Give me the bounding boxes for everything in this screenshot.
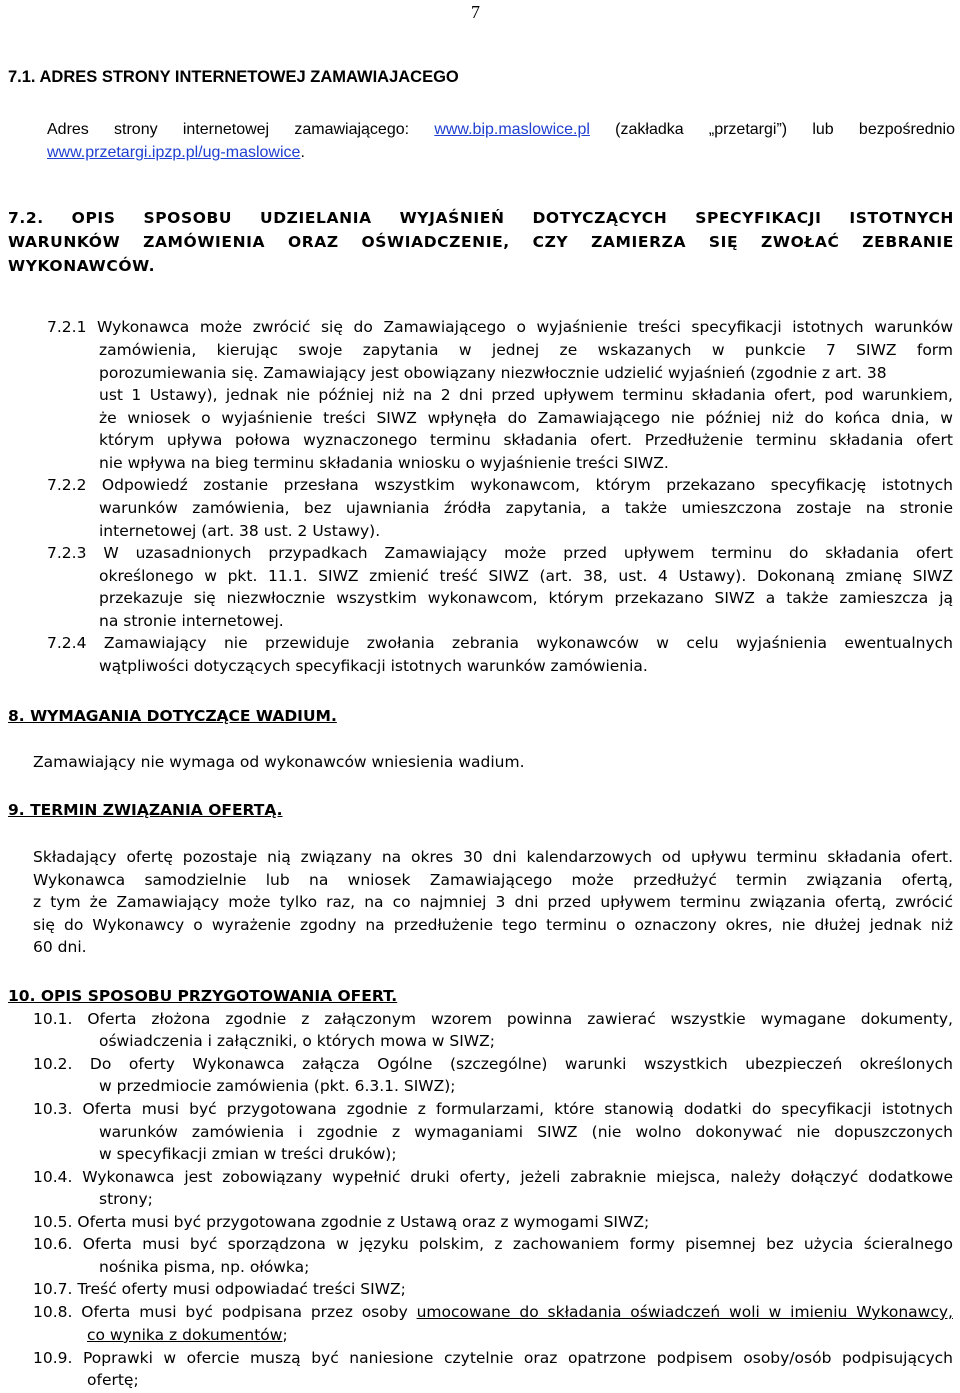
termin-line: 60 dni. [33,938,87,956]
wadium-text: Zamawiający nie wymaga od wykonawców wniesienia wadium. [33,753,525,771]
item-10-3-cont: warunków zamówienia i zgodnie z wymaganiami SIWZ (nie wolno dokonywać nie dopuszczonych [99,1123,953,1141]
item-10-2: 10.2. Do oferty Wykonawca załącza Ogólne (szczególne) warunki wszystkich ubezpieczeń określonych [33,1055,953,1073]
heading-7-1: 7.1. ADRES STRONY INTERNETOWEJ ZAMAWIAJACEGO [8,68,459,86]
bip-link[interactable]: www.bip.maslowice.pl [434,121,590,138]
termin-line: Składający ofertę pozostaje nią związany na okres 30 dni kalendarzowych od upływu terminu składania ofert. [33,848,953,866]
heading-10: 10. OPIS SPOSOBU PRZYGOTOWANIA OFERT. [8,987,398,1005]
p723-line: na stronie internetowej. [99,612,284,630]
item-10-5: 10.5. Oferta musi być przygotowana zgodnie z Ustawą oraz z wymogami SIWZ; [33,1213,650,1231]
p723-line: 7.2.3 W uzasadnionych przypadkach Zamawiający może przed upływem terminu do składania ofert [47,544,953,562]
address-line-1 [47,121,955,139]
p723-line: określonego w pkt. 11.1. SIWZ zmienić treść SIWZ (art. 38, ust. 4 Ustawy). Dokonaną zmianę SIWZ [99,567,953,585]
p721-line: zamówienia, kierując swoje zapytania w jednej ze wskazanych w punkcie 7 SIWZ form [99,341,953,359]
p722-line: warunków zamówienia, bez ujawniania źródła zapytania, a także umieszczona zostaje na stronie [99,499,953,517]
p724-line: wątpliwości dotyczących specyfikacji istotnych warunków zamówienia. [99,657,648,675]
item-10-8-underlined: umocowane do składania oświadczeń woli w imieniu Wykonawcy, [416,1303,953,1321]
p721-line: którym upływa połowa wyznaczonego terminu składania ofert. Przedłużenie terminu składania ofert [99,431,953,449]
address-text-2: (zakładka „przetargi”) lub bezpośrednio [615,121,955,138]
page-number: 7 [471,2,480,22]
p722-line: 7.2.2 Odpowiedź zostanie przesłana wszystkim wykonawcom, którym przekazano specyfikację istotnych [47,476,953,494]
item-10-8-cont [87,1326,288,1344]
p721-line: porozumiewania się. Zamawiający jest obowiązany niezwłocznie udzielić wyjaśnień (zgodnie z art. 38 [99,364,887,382]
termin-line: z tym że Zamawiający może tylko raz, na co najmniej 3 dni przed upływem terminu związania ofertą, zwrócić [33,893,953,911]
item-10-6: 10.6. Oferta musi być sporządzona w języku polskim, z zachowaniem formy pisemnej bez użycia ścieralnego [33,1235,953,1253]
period: . [300,144,305,161]
semicolon: ; [282,1326,288,1344]
p724-line: 7.2.4 Zamawiający nie przewiduje zwołania zebrania wykonawców w celu wyjaśnienia ewentualnych [47,634,953,652]
p721-line: 7.2.1 Wykonawca może zwrócić się do Zamawiającego o wyjaśnienie treści specyfikacji istotnych warunków [47,318,953,336]
heading-7-2-line-3: WYKONAWCÓW. [8,257,156,275]
item-10-9-cont: ofertę; [87,1371,139,1389]
termin-line: Wykonawca samodzielnie lub na wniosek Zamawiającego może przedłużyć termin związania ofertą, [33,871,953,889]
p721-line: ust 1 Ustawy), jednak nie później niż na 2 dni przed upływem terminu składania ofert, pod warunkiem, [99,386,953,404]
item-10-4-cont: strony; [99,1190,153,1208]
item-10-2-cont: w przedmiocie zamówienia (pkt. 6.3.1. SIWZ); [99,1077,456,1095]
p722-line: internetowej (art. 38 ust. 2 Ustawy). [99,522,381,540]
item-10-6-cont: nośnika pisma, np. ołówka; [99,1258,310,1276]
address-line-2 [47,144,305,162]
przetargi-link[interactable]: www.przetargi.ipzp.pl/ug-maslowice [47,144,301,161]
item-10-9: 10.9. Poprawki w ofercie muszą być naniesione czytelnie oraz opatrzone podpisem osoby/osób podpisujących [33,1349,953,1367]
item-10-8-text: 10.8. Oferta musi być podpisana przez osoby [33,1303,408,1321]
heading-7-2-line-2: WARUNKÓW ZAMÓWIENIA ORAZ OŚWIADCZENIE, CZY ZAMIERZA SIĘ ZWOŁAĆ ZEBRANIE [8,233,954,251]
p721-line: nie wpływa na bieg terminu składania wniosku o wyjaśnienie treści SIWZ. [99,454,669,472]
heading-8: 8. WYMAGANIA DOTYCZĄCE WADIUM. [8,707,337,725]
item-10-8-underlined-2: co wynika z dokumentów [87,1326,283,1344]
address-text: Adres strony internetowej zamawiającego: [47,121,410,138]
item-10-8 [33,1303,953,1321]
p723-line: przekazuje się niezwłocznie wszystkim wykonawcom, którym przekazano SIWZ a także zamieszcza ją [99,589,953,607]
heading-9: 9. TERMIN ZWIĄZANIA OFERTĄ. [8,801,283,819]
heading-7-2-line-1: 7.2. OPIS SPOSOBU UDZIELANIA WYJAŚNIEŃ DOTYCZĄCYCH SPECYFIKACJI ISTOTNYCH [8,209,954,227]
termin-line: się do Wykonawcy o wyrażenie zgodny na przedłużenie tego terminu o oznaczony okres, nie dłużej jednak niż [33,916,953,934]
item-10-1-cont: oświadczenia i załączniki, o których mowa w SIWZ; [99,1032,495,1050]
item-10-7: 10.7. Treść oferty musi odpowiadać treści SIWZ; [33,1280,406,1298]
item-10-3: 10.3. Oferta musi być przygotowana zgodnie z formularzami, które stanowią dodatki do specyfikacji istotnych [33,1100,953,1118]
item-10-3-cont: w specyfikacji zmian w treści druków); [99,1145,397,1163]
p721-line: że wniosek o wyjaśnienie treści SIWZ wpłynęła do Zamawiającego nie później niż do końca dnia, w [99,409,953,427]
item-10-4: 10.4. Wykonawca jest zobowiązany wypełnić druki oferty, jeżeli zabraknie miejsca, należy dołączyć dodatkowe [33,1168,953,1186]
item-10-1: 10.1. Oferta złożona zgodnie z załączonym wzorem powinna zawierać wszystkie wymagane dokumenty, [33,1010,953,1028]
